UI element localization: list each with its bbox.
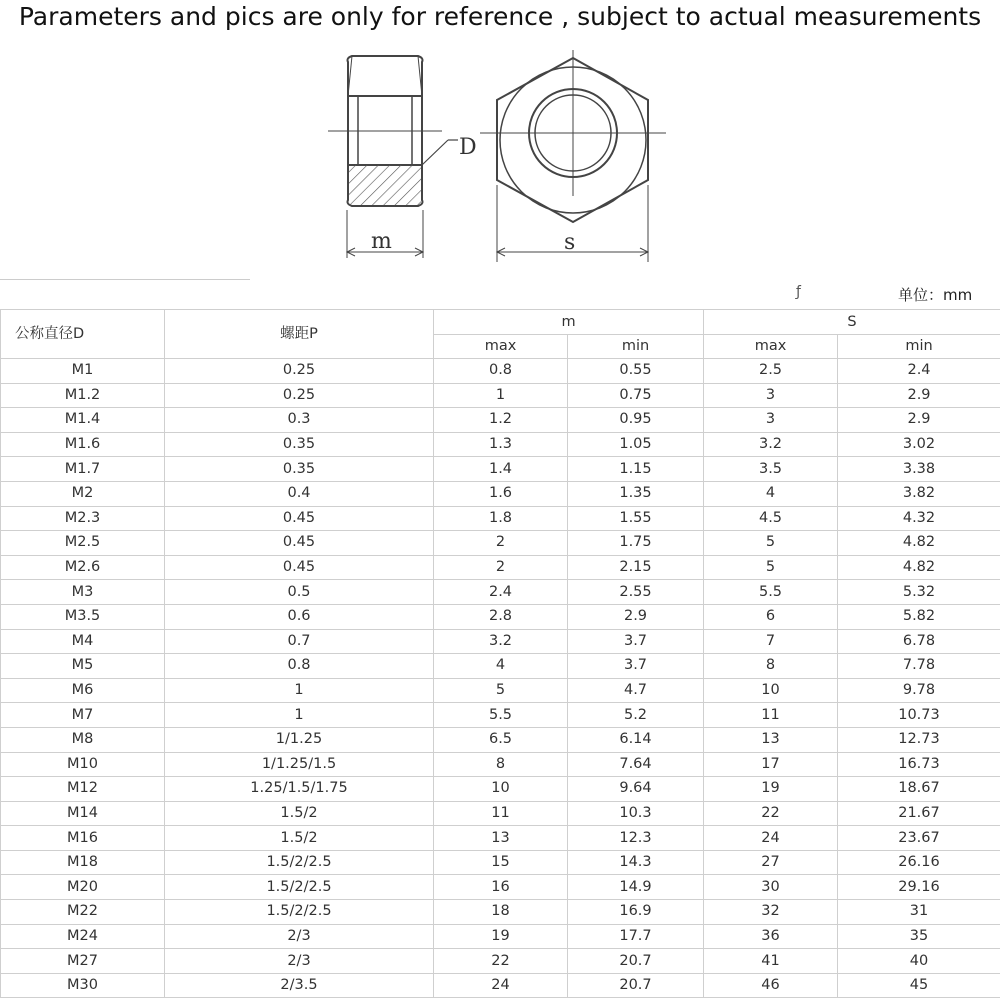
cell-nominal-diameter: M24 (1, 924, 165, 949)
table-row (1, 531, 1000, 556)
cell-m-max: 3.2 (434, 629, 568, 654)
cell-s-min: 2.4 (838, 359, 1000, 384)
cell-nominal-diameter: M3 (1, 580, 165, 605)
cell-m-min: 14.3 (568, 850, 704, 875)
table-row (1, 949, 1000, 974)
table-row (1, 900, 1000, 925)
cell-s-max: 36 (704, 924, 838, 949)
cell-m-min: 2.55 (568, 580, 704, 605)
cell-s-max: 6 (704, 604, 838, 629)
cell-m-min: 1.35 (568, 481, 704, 506)
cell-nominal-diameter: M14 (1, 801, 165, 826)
cell-pitch: 2/3.5 (165, 973, 434, 998)
cell-s-max: 46 (704, 973, 838, 998)
cell-s-max: 8 (704, 654, 838, 679)
cell-s-max: 17 (704, 752, 838, 777)
cell-m-max: 13 (434, 826, 568, 851)
cell-pitch: 1/1.25 (165, 727, 434, 752)
cell-s-max: 27 (704, 850, 838, 875)
cell-m-min: 3.7 (568, 629, 704, 654)
cell-pitch: 1.5/2 (165, 826, 434, 851)
cell-nominal-diameter: M2.3 (1, 506, 165, 531)
cell-pitch: 1.5/2/2.5 (165, 850, 434, 875)
cell-m-min: 0.55 (568, 359, 704, 384)
cell-pitch: 1.5/2/2.5 (165, 900, 434, 925)
cell-m-max: 18 (434, 900, 568, 925)
cell-nominal-diameter: M2.6 (1, 555, 165, 580)
cell-s-min: 18.67 (838, 777, 1000, 802)
m-dimension-label: m (371, 229, 392, 254)
cell-m-min: 1.55 (568, 506, 704, 531)
cell-pitch: 0.4 (165, 481, 434, 506)
cell-s-max: 24 (704, 826, 838, 851)
cell-s-max: 4.5 (704, 506, 838, 531)
cell-nominal-diameter: M4 (1, 629, 165, 654)
cell-m-max: 1.4 (434, 457, 568, 482)
table-row (1, 826, 1000, 851)
header-s-min: min (838, 335, 1000, 359)
cell-pitch: 0.5 (165, 580, 434, 605)
diameter-label: D (459, 135, 477, 160)
cell-m-max: 1.3 (434, 432, 568, 457)
cell-pitch: 1/1.25/1.5 (165, 752, 434, 777)
cell-pitch: 0.45 (165, 555, 434, 580)
cell-m-max: 11 (434, 801, 568, 826)
cell-s-min: 3.82 (838, 481, 1000, 506)
cell-s-min: 9.78 (838, 678, 1000, 703)
header-pitch: 螺距P (165, 310, 434, 359)
cell-s-min: 5.32 (838, 580, 1000, 605)
cell-nominal-diameter: M2.5 (1, 531, 165, 556)
cell-s-min: 21.67 (838, 801, 1000, 826)
cell-pitch: 0.35 (165, 457, 434, 482)
table-row (1, 703, 1000, 728)
cell-nominal-diameter: M16 (1, 826, 165, 851)
cell-s-max: 5 (704, 531, 838, 556)
cell-pitch: 1.5/2 (165, 801, 434, 826)
cell-s-min: 2.9 (838, 383, 1000, 408)
header-nominal-diameter: 公称直径D (1, 310, 165, 359)
cell-pitch: 0.25 (165, 359, 434, 384)
cell-s-min: 35 (838, 924, 1000, 949)
reference-banner: Parameters and pics are only for reference , subject to actual measurements (18, 2, 982, 31)
cell-m-min: 1.15 (568, 457, 704, 482)
header-m-min: min (568, 335, 704, 359)
unit-label: 单位：mm (898, 286, 973, 304)
cell-s-max: 3.5 (704, 457, 838, 482)
cell-m-max: 8 (434, 752, 568, 777)
cell-m-min: 2.15 (568, 555, 704, 580)
cell-m-min: 20.7 (568, 949, 704, 974)
table-row (1, 408, 1000, 433)
cell-s-min: 26.16 (838, 850, 1000, 875)
cell-m-max: 5.5 (434, 703, 568, 728)
table-row (1, 604, 1000, 629)
cell-m-min: 3.7 (568, 654, 704, 679)
cell-s-max: 30 (704, 875, 838, 900)
table-row (1, 850, 1000, 875)
divider (0, 279, 250, 280)
cell-s-min: 4.82 (838, 555, 1000, 580)
cell-s-max: 5.5 (704, 580, 838, 605)
hex-nut-drawing (0, 44, 1000, 276)
cell-s-max: 10 (704, 678, 838, 703)
cell-s-max: 3.2 (704, 432, 838, 457)
cell-s-min: 7.78 (838, 654, 1000, 679)
cell-s-min: 6.78 (838, 629, 1000, 654)
cell-m-min: 14.9 (568, 875, 704, 900)
cell-pitch: 1 (165, 703, 434, 728)
cell-s-min: 29.16 (838, 875, 1000, 900)
cell-s-max: 13 (704, 727, 838, 752)
table-row (1, 924, 1000, 949)
cell-pitch: 0.3 (165, 408, 434, 433)
cell-m-min: 17.7 (568, 924, 704, 949)
cell-s-max: 4 (704, 481, 838, 506)
cell-pitch: 2/3 (165, 949, 434, 974)
cell-s-min: 12.73 (838, 727, 1000, 752)
cell-pitch: 0.6 (165, 604, 434, 629)
cell-m-min: 1.05 (568, 432, 704, 457)
cell-pitch: 0.8 (165, 654, 434, 679)
cell-m-min: 6.14 (568, 727, 704, 752)
cell-nominal-diameter: M2 (1, 481, 165, 506)
cell-m-min: 0.95 (568, 408, 704, 433)
cell-pitch: 2/3 (165, 924, 434, 949)
cell-s-max: 5 (704, 555, 838, 580)
table-row (1, 678, 1000, 703)
table-row (1, 654, 1000, 679)
cell-m-max: 2 (434, 555, 568, 580)
cell-nominal-diameter: M3.5 (1, 604, 165, 629)
cell-m-max: 15 (434, 850, 568, 875)
header-s-max: max (704, 335, 838, 359)
table-row (1, 383, 1000, 408)
cell-m-min: 4.7 (568, 678, 704, 703)
cell-s-min: 3.02 (838, 432, 1000, 457)
table-row (1, 727, 1000, 752)
cell-s-min: 31 (838, 900, 1000, 925)
cell-pitch: 1 (165, 678, 434, 703)
cell-m-max: 0.8 (434, 359, 568, 384)
cell-m-min: 12.3 (568, 826, 704, 851)
cell-nominal-diameter: M1 (1, 359, 165, 384)
cell-nominal-diameter: M8 (1, 727, 165, 752)
nut-side-view (328, 56, 458, 258)
cell-s-min: 3.38 (838, 457, 1000, 482)
table-row (1, 875, 1000, 900)
table-row (1, 777, 1000, 802)
cell-s-min: 10.73 (838, 703, 1000, 728)
cell-m-min: 20.7 (568, 973, 704, 998)
cell-m-min: 0.75 (568, 383, 704, 408)
cell-m-min: 7.64 (568, 752, 704, 777)
cell-m-max: 6.5 (434, 727, 568, 752)
cell-pitch: 0.25 (165, 383, 434, 408)
cell-m-max: 4 (434, 654, 568, 679)
table-body (1, 359, 1000, 998)
cell-s-max: 11 (704, 703, 838, 728)
cell-pitch: 0.45 (165, 531, 434, 556)
cell-nominal-diameter: M6 (1, 678, 165, 703)
table-row (1, 973, 1000, 998)
cell-s-max: 41 (704, 949, 838, 974)
cell-m-max: 1 (434, 383, 568, 408)
header-m: m (434, 310, 704, 335)
cell-m-max: 24 (434, 973, 568, 998)
cell-m-min: 5.2 (568, 703, 704, 728)
cell-m-max: 5 (434, 678, 568, 703)
cell-s-min: 4.82 (838, 531, 1000, 556)
cell-pitch: 0.35 (165, 432, 434, 457)
cell-m-max: 16 (434, 875, 568, 900)
cell-s-min: 40 (838, 949, 1000, 974)
table-row (1, 481, 1000, 506)
cell-m-max: 19 (434, 924, 568, 949)
cell-m-min: 16.9 (568, 900, 704, 925)
cell-nominal-diameter: M1.2 (1, 383, 165, 408)
table-row (1, 629, 1000, 654)
cell-m-max: 10 (434, 777, 568, 802)
cell-s-max: 3 (704, 383, 838, 408)
cell-pitch: 0.45 (165, 506, 434, 531)
cell-nominal-diameter: M30 (1, 973, 165, 998)
cell-nominal-diameter: M5 (1, 654, 165, 679)
cell-nominal-diameter: M18 (1, 850, 165, 875)
header-m-max: max (434, 335, 568, 359)
cell-nominal-diameter: M1.4 (1, 408, 165, 433)
cell-m-max: 1.2 (434, 408, 568, 433)
cell-pitch: 1.25/1.5/1.75 (165, 777, 434, 802)
cell-pitch: 1.5/2/2.5 (165, 875, 434, 900)
table-row (1, 457, 1000, 482)
table-row (1, 580, 1000, 605)
cell-nominal-diameter: M1.6 (1, 432, 165, 457)
cell-nominal-diameter: M1.7 (1, 457, 165, 482)
table-row (1, 801, 1000, 826)
unit-mark: ƒ (796, 284, 801, 300)
cell-m-max: 2 (434, 531, 568, 556)
cell-s-max: 7 (704, 629, 838, 654)
nut-dimension-table (0, 309, 1000, 998)
cell-m-min: 1.75 (568, 531, 704, 556)
cell-s-min: 4.32 (838, 506, 1000, 531)
cell-nominal-diameter: M12 (1, 777, 165, 802)
header-s: S (704, 310, 1000, 335)
cell-s-min: 2.9 (838, 408, 1000, 433)
cell-m-min: 9.64 (568, 777, 704, 802)
cell-pitch: 0.7 (165, 629, 434, 654)
cell-s-max: 3 (704, 408, 838, 433)
cell-s-min: 16.73 (838, 752, 1000, 777)
cell-s-max: 32 (704, 900, 838, 925)
cell-nominal-diameter: M20 (1, 875, 165, 900)
table-row (1, 432, 1000, 457)
cell-s-min: 23.67 (838, 826, 1000, 851)
cell-s-min: 5.82 (838, 604, 1000, 629)
s-dimension-label: s (564, 230, 576, 255)
cell-m-min: 2.9 (568, 604, 704, 629)
table-row (1, 752, 1000, 777)
cell-m-max: 1.8 (434, 506, 568, 531)
cell-nominal-diameter: M22 (1, 900, 165, 925)
cell-nominal-diameter: M7 (1, 703, 165, 728)
cell-m-min: 10.3 (568, 801, 704, 826)
cell-s-max: 22 (704, 801, 838, 826)
cell-m-max: 2.4 (434, 580, 568, 605)
cell-s-min: 45 (838, 973, 1000, 998)
table-header-row (1, 310, 1000, 335)
cell-s-max: 19 (704, 777, 838, 802)
cell-s-max: 2.5 (704, 359, 838, 384)
table-row (1, 359, 1000, 384)
cell-m-max: 1.6 (434, 481, 568, 506)
cell-nominal-diameter: M27 (1, 949, 165, 974)
cell-m-max: 22 (434, 949, 568, 974)
cell-m-max: 2.8 (434, 604, 568, 629)
table-row (1, 506, 1000, 531)
cell-nominal-diameter: M10 (1, 752, 165, 777)
table-row (1, 555, 1000, 580)
